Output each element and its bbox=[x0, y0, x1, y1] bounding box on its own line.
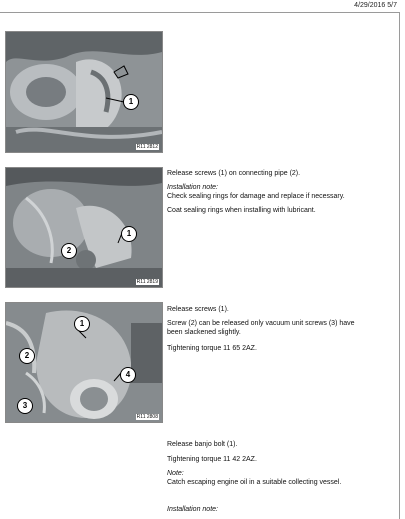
step-4-text bbox=[167, 505, 392, 514]
step-1-note-line-2: Coat sealing rings when installing with lubricant. bbox=[167, 207, 316, 214]
page-date: 4/29/2016 5/7 bbox=[354, 2, 397, 9]
step-3-torque: Tightening torque 11 42 2AZ. bbox=[167, 456, 257, 463]
figure-1-photo bbox=[5, 31, 163, 153]
figure-2-photo bbox=[5, 167, 163, 288]
engine-photo-1 bbox=[6, 32, 162, 152]
step-2-text bbox=[167, 305, 392, 353]
step-2-torque: Tightening torque 11 65 2AZ. bbox=[167, 345, 257, 352]
step-1-note-line-1: Check sealing rings for damage and replace if necessary. bbox=[167, 193, 345, 200]
figure-code: R11 2812 bbox=[136, 144, 158, 150]
callout-1: 1 bbox=[123, 94, 139, 110]
page-right-border bbox=[399, 12, 400, 519]
callout-4: 4 bbox=[120, 367, 136, 383]
note-label: Note: bbox=[167, 470, 184, 477]
callout-2: 2 bbox=[61, 243, 77, 259]
step-2-line-1: Screw (2) can be released only vacuum unit screws (3) have bbox=[167, 320, 355, 327]
step-1-instruction: Release screws (1) on connecting pipe (2). bbox=[167, 170, 301, 177]
header-divider bbox=[0, 12, 400, 13]
step-2-line-2: been slackened slightly. bbox=[167, 329, 241, 336]
engine-photo-2 bbox=[6, 168, 162, 287]
figure-3-photo bbox=[5, 302, 163, 423]
step-2-instruction: Release screws (1). bbox=[167, 306, 229, 313]
installation-note-label: Installation note: bbox=[167, 184, 218, 191]
step-3-text bbox=[167, 440, 392, 487]
step-3-note: Catch escaping engine oil in a suitable collecting vessel. bbox=[167, 479, 342, 486]
step-1-text bbox=[167, 169, 392, 215]
figure-code: R11 2808 bbox=[136, 414, 158, 420]
installation-note-label: Installation note: bbox=[167, 506, 218, 513]
step-3-instruction: Release banjo bolt (1). bbox=[167, 441, 238, 448]
figure-code: R11 2819 bbox=[136, 279, 158, 285]
callout-2: 2 bbox=[19, 348, 35, 364]
callout-1: 1 bbox=[74, 316, 90, 332]
callout-1: 1 bbox=[121, 226, 137, 242]
callout-3: 3 bbox=[17, 398, 33, 414]
